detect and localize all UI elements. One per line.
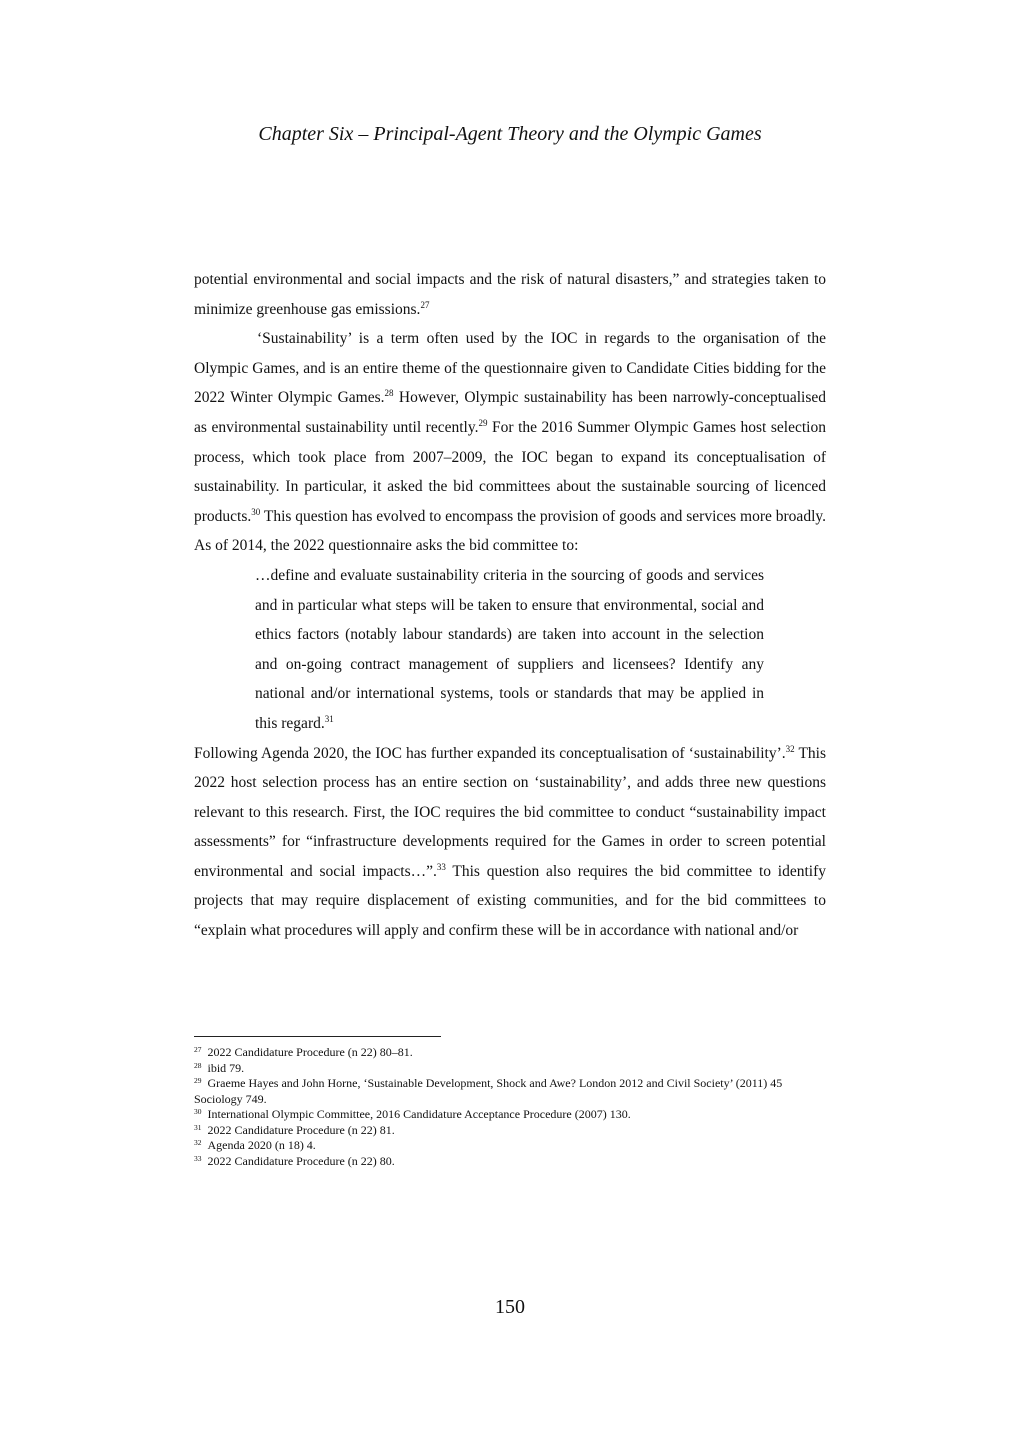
footnote-29 xyxy=(194,1076,826,1107)
footnote-32 xyxy=(194,1138,826,1154)
footnote-number: 33 xyxy=(194,1153,202,1163)
footnote-number: 30 xyxy=(194,1107,202,1116)
footnote-ref-30[interactable]: 30 xyxy=(251,506,261,517)
paragraph-text: Following Agenda 2020, the IOC has further expanded its conceptualisation of ‘sustainability’. xyxy=(194,744,786,762)
footnote-text: 2022 Candidature Procedure (n 22) 80. xyxy=(207,1153,395,1168)
paragraph-agenda-2020 xyxy=(194,739,826,946)
footnote-ref-29[interactable]: 29 xyxy=(478,417,488,428)
paragraph-text: This 2022 host selection process has an entire section on ‘sustainability’, and adds three new questions relevant to this research. First, the IOC requires the bid committee to conduct “sustainability impact assessments” for “infrastructure developments required for the Games in order to screen potential environmental and social impacts…”. xyxy=(194,744,827,880)
footnote-text: International Olympic Committee, 2016 Candidature Acceptance Procedure (2007) 130. xyxy=(207,1107,631,1121)
footnote-31 xyxy=(194,1123,826,1139)
page-number: 150 xyxy=(495,1296,525,1318)
footnote-ref-32[interactable]: 32 xyxy=(785,743,795,754)
footnote-27 xyxy=(194,1045,826,1061)
footnote-number: 32 xyxy=(194,1138,202,1147)
footnotes xyxy=(194,1045,826,1169)
footnote-number: 28 xyxy=(194,1060,202,1070)
footnote-ref-28[interactable]: 28 xyxy=(384,388,394,399)
footnote-number: 27 xyxy=(194,1045,202,1054)
paragraph-text: ‘Sustainability’ is a term often used by the IOC in regards to the organisation of the Olympic Games, and is an entire theme of the questionnaire given to Candidate Cities bidding for the 2022 Winter Olympic Games. xyxy=(194,330,826,407)
paragraph-text: For the 2016 Summer Olympic Games host selection process, which took place from 2007–2009, the IOC began to expand its conceptualisation of sustainability. In particular, it asked the bid committees about the sustainable sourcing of licenced products. xyxy=(194,418,826,525)
footnote-ref-27[interactable]: 27 xyxy=(420,299,430,310)
footnote-text: Graeme Hayes and John Horne, ‘Sustainable Development, Shock and Awe? London 2012 and Civil Society’ (2011) 45 Sociology 749. xyxy=(194,1076,783,1106)
footnote-text: Agenda 2020 (n 18) 4. xyxy=(207,1138,316,1152)
footnote-text: ibid 79. xyxy=(207,1060,245,1075)
footnote-ref-33[interactable]: 33 xyxy=(436,861,446,872)
paragraph-text: This question also requires the bid committee to identify projects that may require displacement of existing communities, and for the bid committees to “explain what procedures will apply and confirm these will be in accordance with national and/or xyxy=(194,862,827,940)
footnote-28 xyxy=(194,1061,826,1077)
paragraph-text: potential environmental and social impacts and the risk of natural disasters,” and strategies taken to minimize greenhouse gas emissions. xyxy=(194,271,826,318)
running-header: Chapter Six – Principal-Agent Theory and the Olympic Games xyxy=(258,123,762,145)
footnote-33 xyxy=(194,1154,826,1170)
footnote-text: 2022 Candidature Procedure (n 22) 80–81. xyxy=(207,1045,413,1059)
block-quote xyxy=(255,561,764,739)
quote-text: …define and evaluate sustainability criteria in the sourcing of goods and services and in particular what steps will be taken to ensure that environmental, social and ethics factors (notably labour standards) are taken into account in the selection and on-going contract management of suppliers and licensees? Identify any national and/or international systems, tools or standards that may be applied in this regard. xyxy=(255,566,764,732)
footnote-ref-31[interactable]: 31 xyxy=(324,713,334,724)
footnote-30 xyxy=(194,1107,826,1123)
footnote-number: 31 xyxy=(194,1122,202,1132)
footnote-text: 2022 Candidature Procedure (n 22) 81. xyxy=(207,1122,395,1137)
paragraph-continuation xyxy=(194,265,826,324)
paragraph-text: This question has evolved to encompass the provision of goods and services more broadly. As of 2014, the 2022 questionnaire asks the bid committee to: xyxy=(194,507,826,555)
body-text xyxy=(194,265,826,946)
paragraph-text: However, Olympic sustainability has been narrowly-conceptualised as environmental sustainability until recently. xyxy=(194,389,826,436)
footnote-separator xyxy=(194,1036,441,1037)
paragraph-sustainability xyxy=(194,324,826,561)
footnote-number: 29 xyxy=(194,1076,202,1085)
